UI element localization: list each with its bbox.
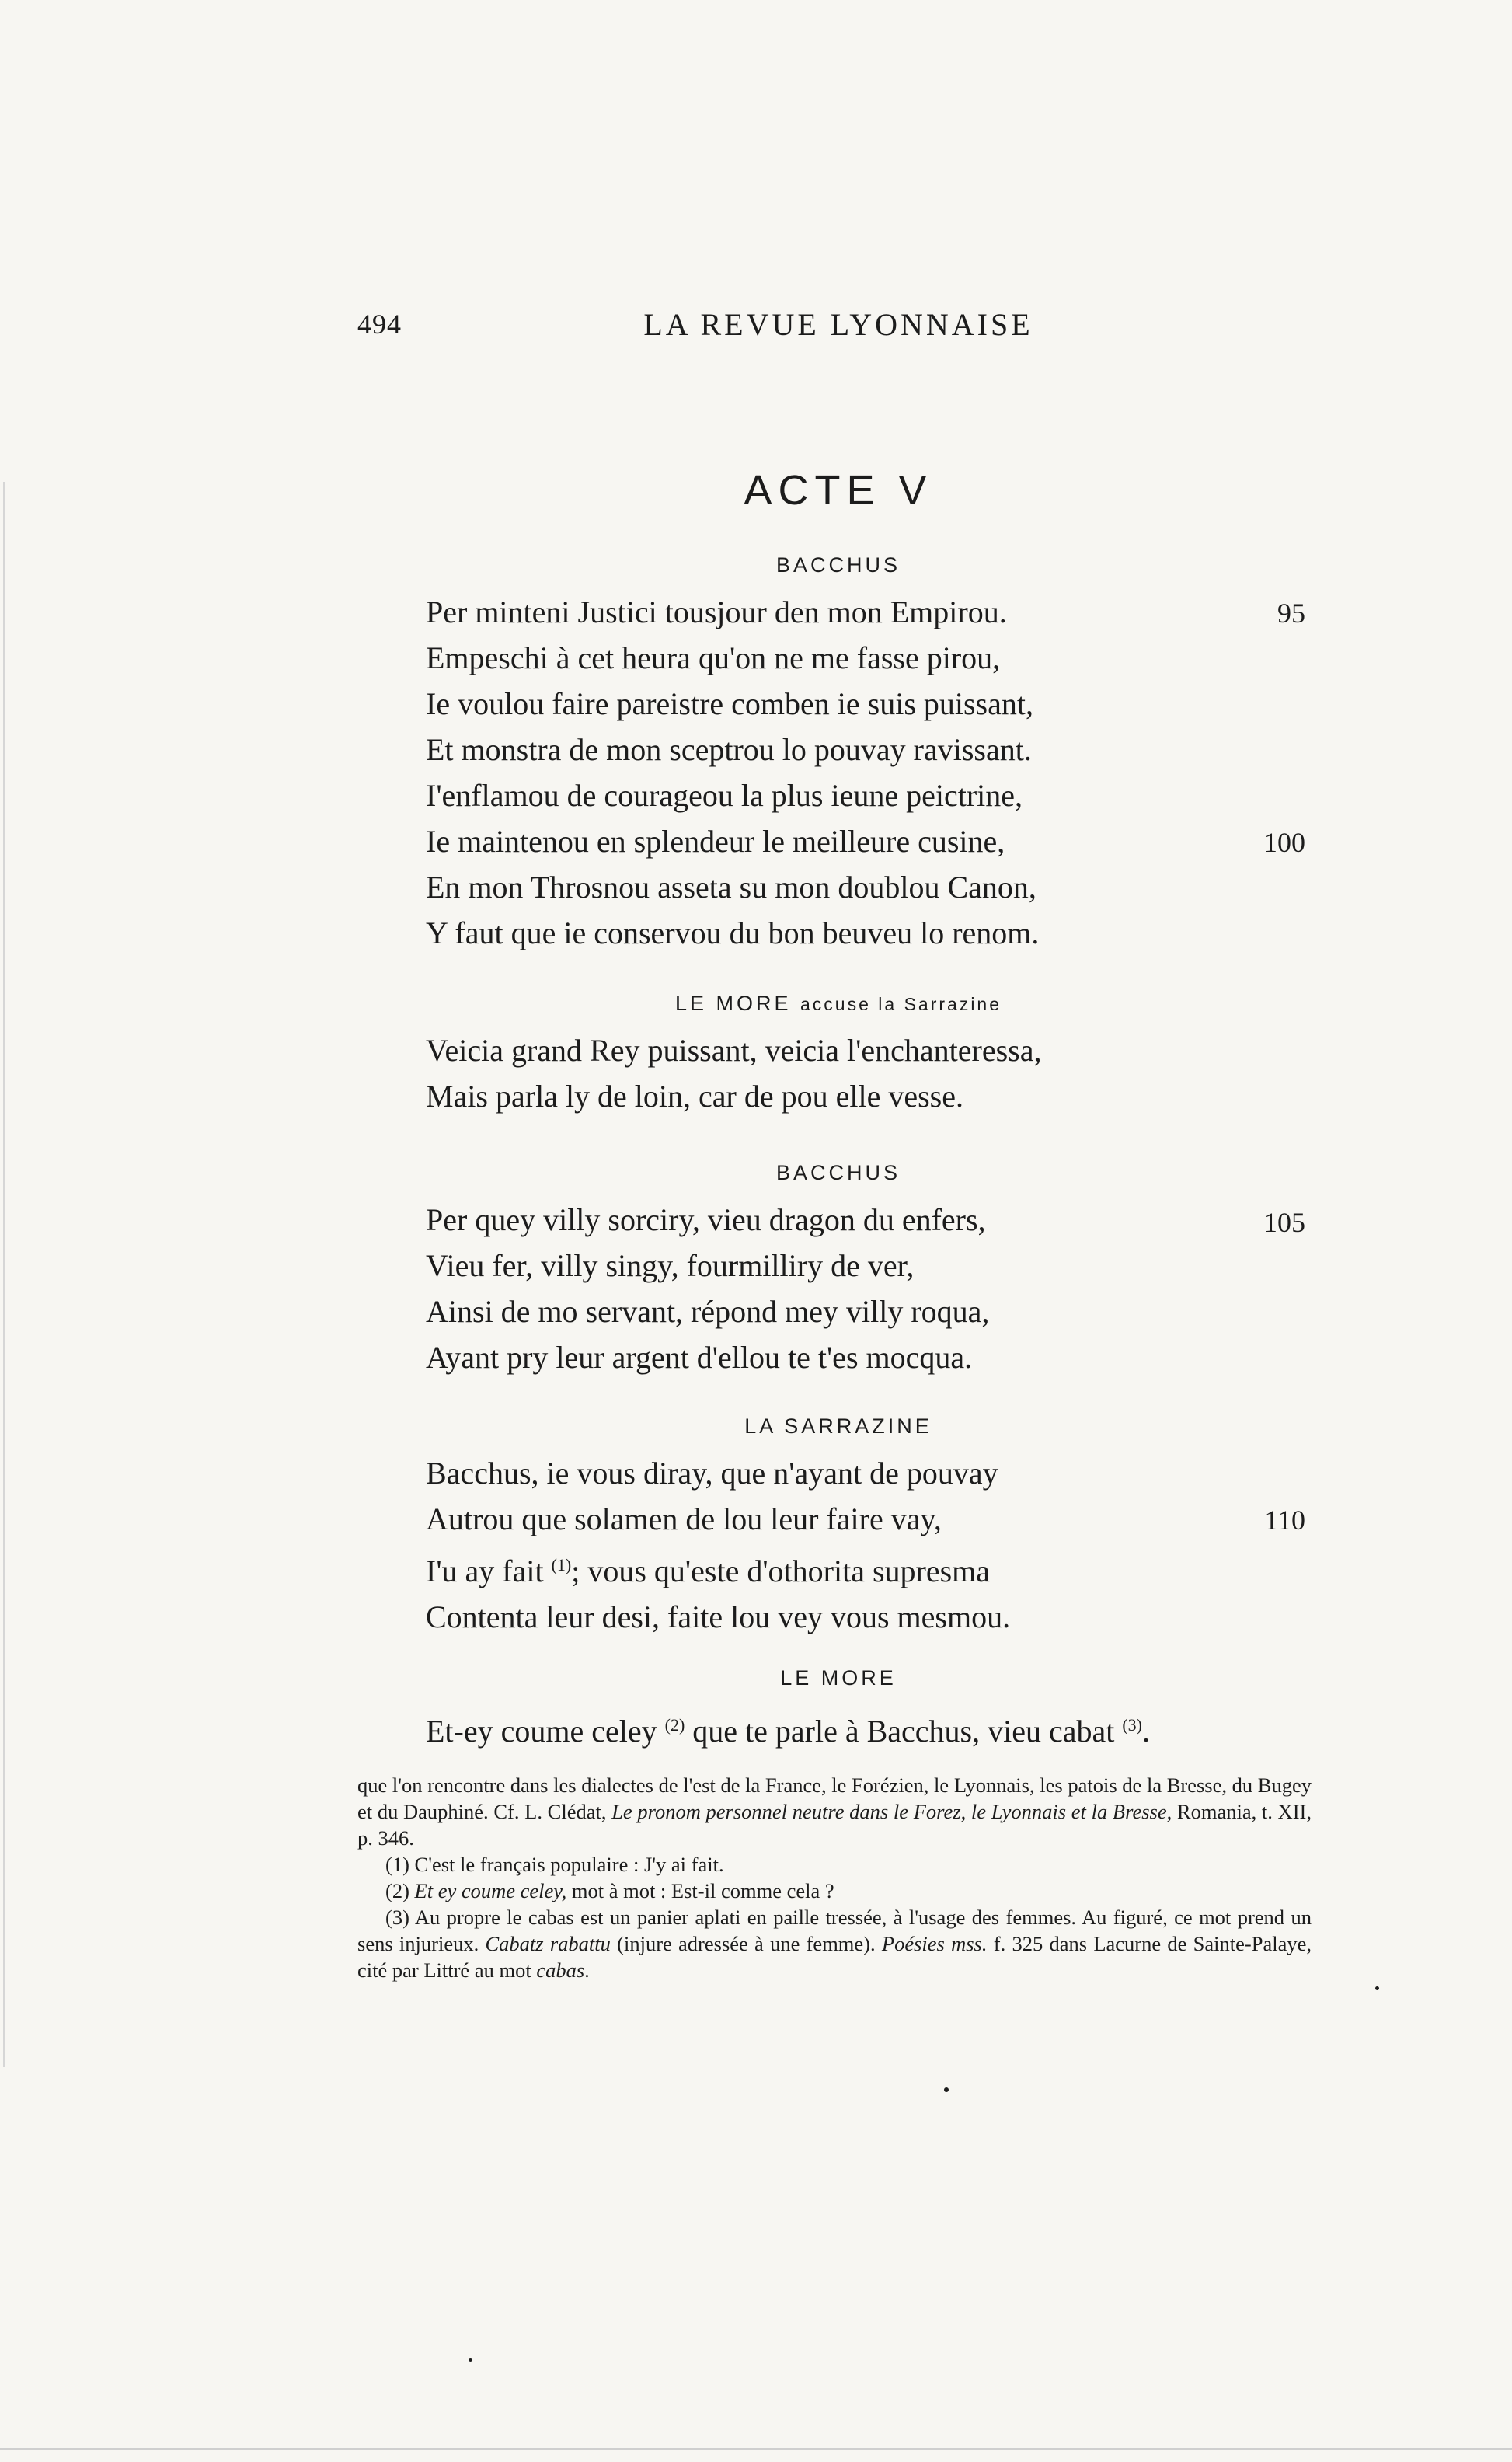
footnote-italic: Poésies mss. <box>881 1932 988 1955</box>
verse-text: que te parle à Bacchus, vieu cabat <box>685 1714 1123 1749</box>
speaker-le-more: LE MORE <box>780 1666 897 1690</box>
footnote-text: (injure adressée à une femme). <box>610 1932 882 1955</box>
footnote-text: que l'on rencontre dans les dialectes de l'est de la France, le Forézien, le Lyonnais, les patois de la Bresse, du Bugey et du Dauphiné. Cf. L. Clédat, <box>357 1773 1312 1823</box>
footnote-ref-1[interactable]: (1) <box>551 1555 572 1574</box>
verse-line: Vieu fer, villy singy, fourmilliry de ver, <box>426 1248 915 1283</box>
verse-line: Contenta leur desi, faite lou vey vous mesmou. <box>426 1599 1011 1634</box>
stage-direction: accuse la Sarrazine <box>800 994 1002 1014</box>
footnote-3 <box>357 1904 1312 1983</box>
line-number: 95 <box>1277 598 1305 629</box>
verse-line: I'enflamou de courageou la plus ieune peictrine, <box>426 778 1023 813</box>
footnote-2 <box>357 1878 1312 1904</box>
verse-text: ; vous qu'este d'othorita supresma <box>571 1554 991 1588</box>
speech-la-sarrazine <box>426 1450 1010 1640</box>
verse-line: Ainsi de mo servant, répond mey villy roqua, <box>426 1294 990 1329</box>
scan-speck <box>469 2358 472 2362</box>
speech-le-more-1 <box>426 1027 1041 1119</box>
footnote-text: mot à mot : Est-il comme cela ? <box>566 1879 834 1902</box>
footnote-italic: Et ey coume celey, <box>414 1879 567 1902</box>
footnote-text: Romania, t. XII, p. 346. <box>357 1800 1312 1850</box>
verse-text: I'u ay fait <box>426 1554 552 1588</box>
footnote-italic: Cabatz rabattu <box>485 1932 611 1955</box>
scan-margin-line <box>3 482 5 2067</box>
verse-line <box>426 1702 1150 1754</box>
footnote-text: (3) Au propre le cabas est un panier aplati en paille tressée, à l'usage des femmes. Au figuré, ce mot prend un sens injurieux. <box>357 1906 1312 1955</box>
scan-speck <box>1375 1986 1379 1990</box>
footnote-text: f. 325 dans Lacurne de Sainte-Palaye, cité par Littré au mot <box>357 1932 1312 1982</box>
line-number: 110 <box>1264 1505 1305 1536</box>
verse-line: Empeschi à cet heura qu'on ne me fasse pirou, <box>426 640 1001 675</box>
speaker-la-sarrazine: LA SARRAZINE <box>744 1414 932 1438</box>
verse-line: Ayant pry leur argent d'ellou te t'es mocqua. <box>426 1340 973 1375</box>
verse-line: Ie maintenou en splendeur le meilleure cusine, <box>426 824 1005 859</box>
speaker-bacchus: BACCHUS <box>775 553 901 577</box>
footnotes <box>357 1772 1312 1983</box>
verse-line: Veicia grand Rey puissant, veicia l'enchanteressa, <box>426 1033 1042 1068</box>
line-number: 105 <box>1263 1207 1305 1238</box>
speaker-name: LE MORE <box>674 992 792 1015</box>
verse-line: Y faut que ie conservou du bon beuveu lo renom. <box>426 915 1040 950</box>
verse-line: Mais parla ly de loin, car de pou elle vesse. <box>426 1079 963 1114</box>
speech-bacchus-1 <box>426 589 1039 956</box>
footnote-number: (2) <box>385 1879 415 1902</box>
line-number: 100 <box>1263 827 1305 858</box>
verse-line <box>426 1542 1010 1594</box>
footnote-text: . <box>584 1958 590 1982</box>
verse-line: Bacchus, ie vous diray, que n'ayant de pouvay <box>426 1456 998 1491</box>
page-number: 494 <box>357 309 402 340</box>
verse-line: Per quey villy sorciry, vieu dragon du enfers, <box>426 1202 986 1237</box>
speaker-le-more-direction <box>0 992 1512 1016</box>
act-title: ACTE V <box>744 467 933 514</box>
footnote-continuation <box>357 1772 1312 1851</box>
footnote-1: (1) C'est le français populaire : J'y ai fait. <box>385 1853 724 1876</box>
verse-line: Per minteni Justici tousjour den mon Empirou. <box>426 595 1007 629</box>
footnote-title: Le pronom personnel neutre dans le Forez, le Lyonnais et la Bresse, <box>611 1800 1172 1823</box>
verse-text: Et-ey coume celey <box>426 1714 665 1749</box>
verse-line: En mon Throsnou asseta su mon doublou Canon, <box>426 870 1036 905</box>
verse-line: Ie voulou faire pareistre comben ie suis puissant, <box>426 686 1033 721</box>
footnote-italic: cabas <box>536 1958 585 1982</box>
speech-bacchus-2 <box>426 1197 989 1380</box>
scan-speck <box>944 2087 949 2092</box>
running-title: LA REVUE LYONNAISE <box>643 307 1033 342</box>
speech-le-more-2 <box>426 1702 1150 1754</box>
footnote-ref-3[interactable]: (3) <box>1122 1715 1143 1735</box>
verse-line: Autrou que solamen de lou leur faire vay, <box>426 1501 942 1536</box>
scan-bottom-rule <box>0 2448 1512 2450</box>
footnote-ref-2[interactable]: (2) <box>664 1715 685 1735</box>
verse-punctuation: . <box>1142 1714 1151 1749</box>
speaker-bacchus: BACCHUS <box>775 1161 901 1184</box>
verse-line: Et monstra de mon sceptrou lo pouvay ravissant. <box>426 732 1032 767</box>
